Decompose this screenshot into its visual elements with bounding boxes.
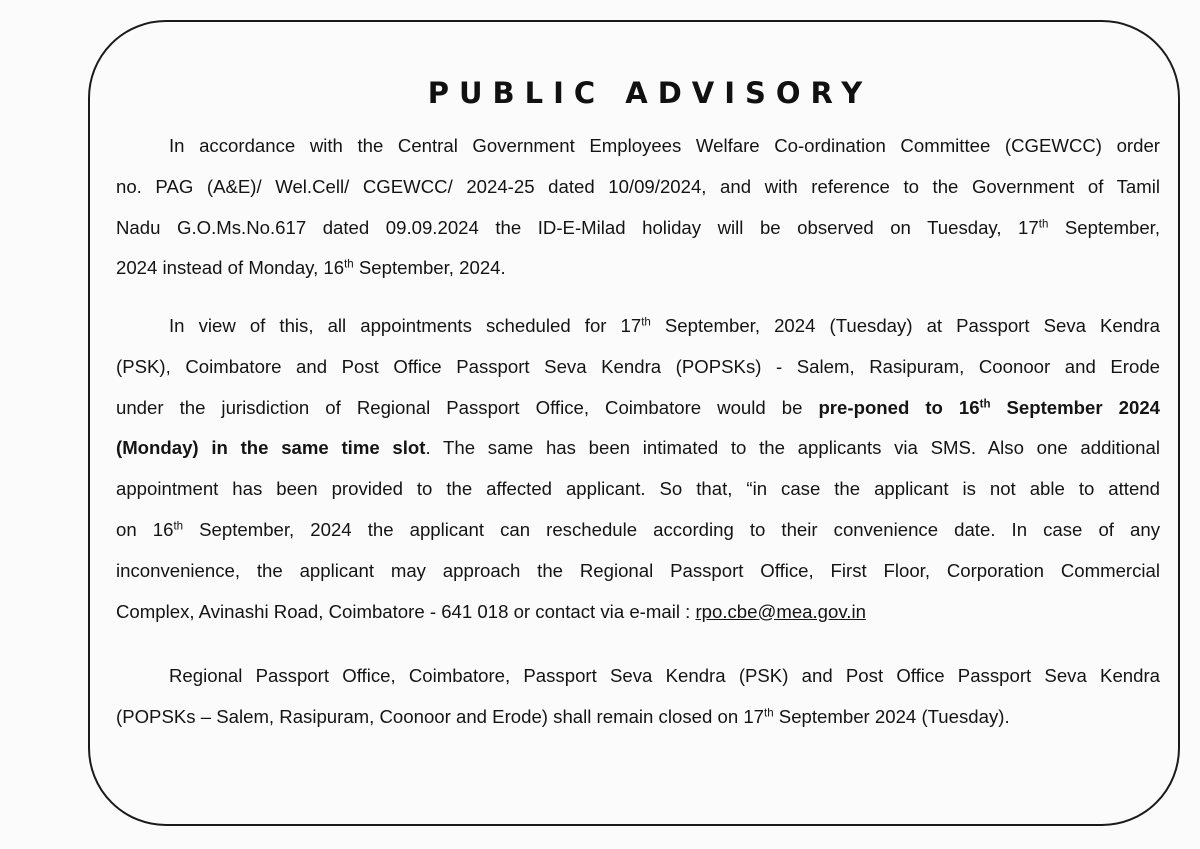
p2-line4-bold: (Monday) in the same time slot: [116, 437, 426, 459]
p1-line4b: September, 2024.: [353, 257, 506, 279]
email-link[interactable]: rpo.cbe@mea.gov.in: [695, 600, 866, 622]
ordinal-sup: th: [344, 258, 354, 271]
p1-line1: In accordance with the Central Government Employees Welfare Co-ordination Committee (CGEWCC) order: [169, 135, 1160, 156]
p2-line8a: Complex, Avinashi Road, Coimbatore - 641 018 or contact via e-mail :: [116, 600, 696, 622]
p2-line1a: In view of this, all appointments scheduled for 17: [169, 315, 642, 336]
p2-line3-bold-b: September 2024: [990, 396, 1160, 418]
p1-line3a: Nadu G.O.Ms.No.617 dated 09.09.2024 the ID-E-Milad holiday will be observed on Tuesday, 17: [116, 216, 1039, 238]
p2-line5: appointment has been provided to the affected applicant. So that, “in case the applicant is not able to attend: [116, 478, 1160, 500]
p3-line2a: (POPSKs – Salem, Rasipuram, Coonoor and Erode) shall remain closed on 17: [116, 705, 765, 727]
p2-line3-bold-a: pre-poned to 16: [818, 396, 980, 418]
ordinal-sup: th: [764, 707, 774, 720]
ordinal-sup: th: [1038, 217, 1049, 230]
p3-line2b: September 2024 (Tuesday).: [773, 705, 1010, 727]
p2-line6a: on 16: [116, 518, 174, 540]
p1-line4a: 2024 instead of Monday, 16: [116, 257, 345, 279]
paragraph-closure: [116, 656, 1160, 738]
p1-line2: no. PAG (A&E)/ Wel.Cell/ CGEWCC/ 2024-25 dated 10/09/2024, and with reference to the Government of Tamil: [116, 175, 1160, 197]
paragraph-appointments: [116, 306, 1160, 632]
p2-line4b: . The same has been intimated to the applicants via SMS. Also one additional: [425, 437, 1160, 459]
paragraph-holiday-change: [116, 126, 1160, 289]
p2-line7: inconvenience, the applicant may approach the Regional Passport Office, First Floor, Corporation Commercial: [116, 559, 1160, 581]
p2-line3a: under the jurisdiction of Regional Passport Office, Coimbatore would be: [116, 396, 819, 418]
p3-line1: Regional Passport Office, Coimbatore, Passport Seva Kendra (PSK) and Post Office Passport Seva Kendra: [169, 665, 1160, 686]
p2-line6b: September, 2024 the applicant can reschedule according to their convenience date. In case of any: [183, 518, 1161, 540]
p1-line3b: September,: [1048, 216, 1160, 238]
ordinal-sup: th: [173, 520, 184, 533]
advisory-title: PUBLIC ADVISORY: [427, 76, 873, 110]
ordinal-sup: th: [641, 316, 651, 329]
p2-line2: (PSK), Coimbatore and Post Office Passport Seva Kendra (POPSKs) - Salem, Rasipuram, Coonoor and Erode: [116, 355, 1160, 377]
p2-line1b: September, 2024 (Tuesday) at Passport Seva Kendra: [650, 315, 1160, 336]
ordinal-sup: th: [979, 397, 991, 410]
